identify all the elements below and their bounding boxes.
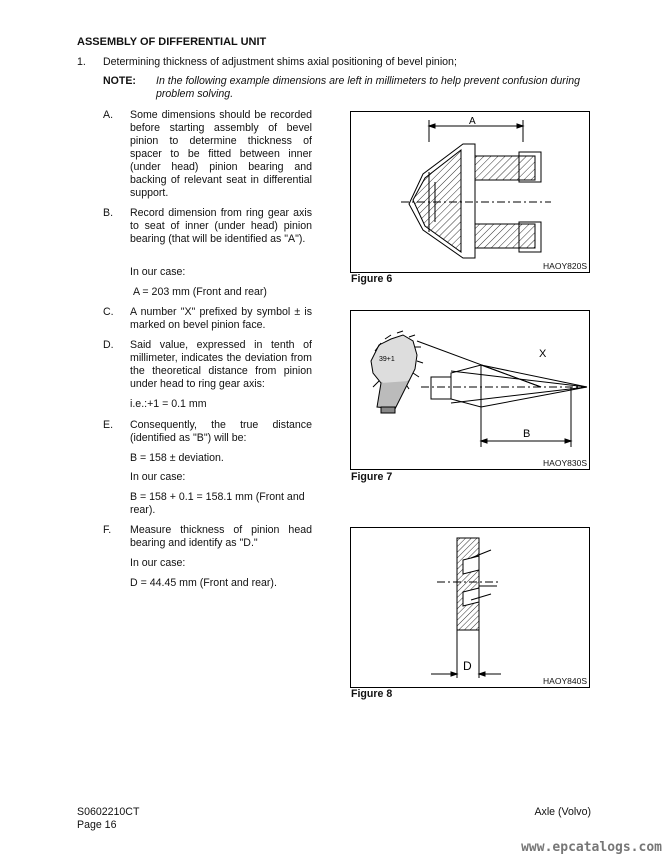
ring-gear-distance-drawing	[351, 311, 589, 469]
f-case-label: In our case:	[130, 557, 186, 569]
step-text: Record dimension from ring gear axis to seat of inner (under head) pinion bearing (that will be identified as "A").	[130, 207, 312, 245]
figure-7-diagram	[350, 310, 590, 470]
footer-page-number: Page 16	[77, 819, 117, 831]
dimension-b-label: B	[523, 428, 531, 440]
step-text: Some dimensions should be recorded before starting assembly of bevel pinion to determine thickness of spacer to be fitted between inner (under head) pinion bearing and backing of relevant seat in differential support.	[130, 109, 312, 199]
e-formula: B = 158 ± deviation.	[130, 452, 224, 464]
symbol-x-label: X	[539, 348, 547, 360]
step-text: Consequently, the true distance (identified as "B") will be:	[130, 419, 312, 444]
figure-code: HAOY840S	[543, 676, 587, 686]
step-letter: B.	[103, 207, 114, 219]
watermark: www.epcatalogs.com	[521, 840, 662, 855]
footer-doc-code: S0602210CT	[77, 806, 140, 818]
step-letter: F.	[103, 524, 112, 536]
figure-code: HAOY820S	[543, 261, 587, 271]
section-heading: ASSEMBLY OF DIFFERENTIAL UNIT	[77, 36, 267, 48]
step-text: Measure thickness of pinion head bearing and identify as "D."	[130, 524, 312, 549]
figure-6-diagram	[350, 111, 590, 273]
note-line-2: problem solving.	[156, 88, 234, 100]
d-example: i.e.:+1 = 0.1 mm	[130, 398, 207, 410]
figure-7-caption: Figure 7	[351, 471, 393, 483]
step-letter: E.	[103, 419, 114, 431]
step-letter: C.	[103, 306, 114, 318]
dimension-a-label: A	[469, 116, 476, 127]
figure-6-caption: Figure 6	[351, 273, 393, 285]
figure-8-caption: Figure 8	[351, 688, 393, 700]
e-value: B = 158 + 0.1 = 158.1 mm (Front and rear).	[130, 491, 305, 516]
f-value: D = 44.45 mm (Front and rear).	[130, 577, 277, 589]
footer-section: Axle (Volvo)	[534, 806, 591, 818]
figure-code: HAOY830S	[543, 458, 587, 468]
note-line-1: In the following example dimensions are left in millimeters to help prevent confusion during	[156, 75, 580, 87]
item-number: 1.	[77, 56, 86, 68]
step-text: A number "X" prefixed by symbol ± is marked on bevel pinion face.	[130, 306, 312, 331]
note-label: NOTE:	[103, 75, 136, 87]
b-value: A = 203 mm (Front and rear)	[133, 286, 267, 298]
dimension-d-label: D	[463, 659, 472, 673]
figure-8-diagram	[350, 527, 590, 688]
step-letter: A.	[103, 109, 114, 121]
step-text: Said value, expressed in tenth of millimeter, indicates the deviation from the theoretical distance from pinion under head to ring gear axis:	[130, 339, 312, 390]
step-letter: D.	[103, 339, 114, 351]
e-case-label: In our case:	[130, 471, 186, 483]
note-text	[156, 75, 596, 101]
b-case-label: In our case:	[130, 266, 186, 278]
face-mark-label: 39+1	[379, 356, 395, 363]
pinion-head-bearing-drawing	[351, 528, 589, 687]
pinion-bearing-drawing	[351, 112, 589, 272]
item-text: Determining thickness of adjustment shims axial positioning of bevel pinion;	[103, 56, 457, 68]
